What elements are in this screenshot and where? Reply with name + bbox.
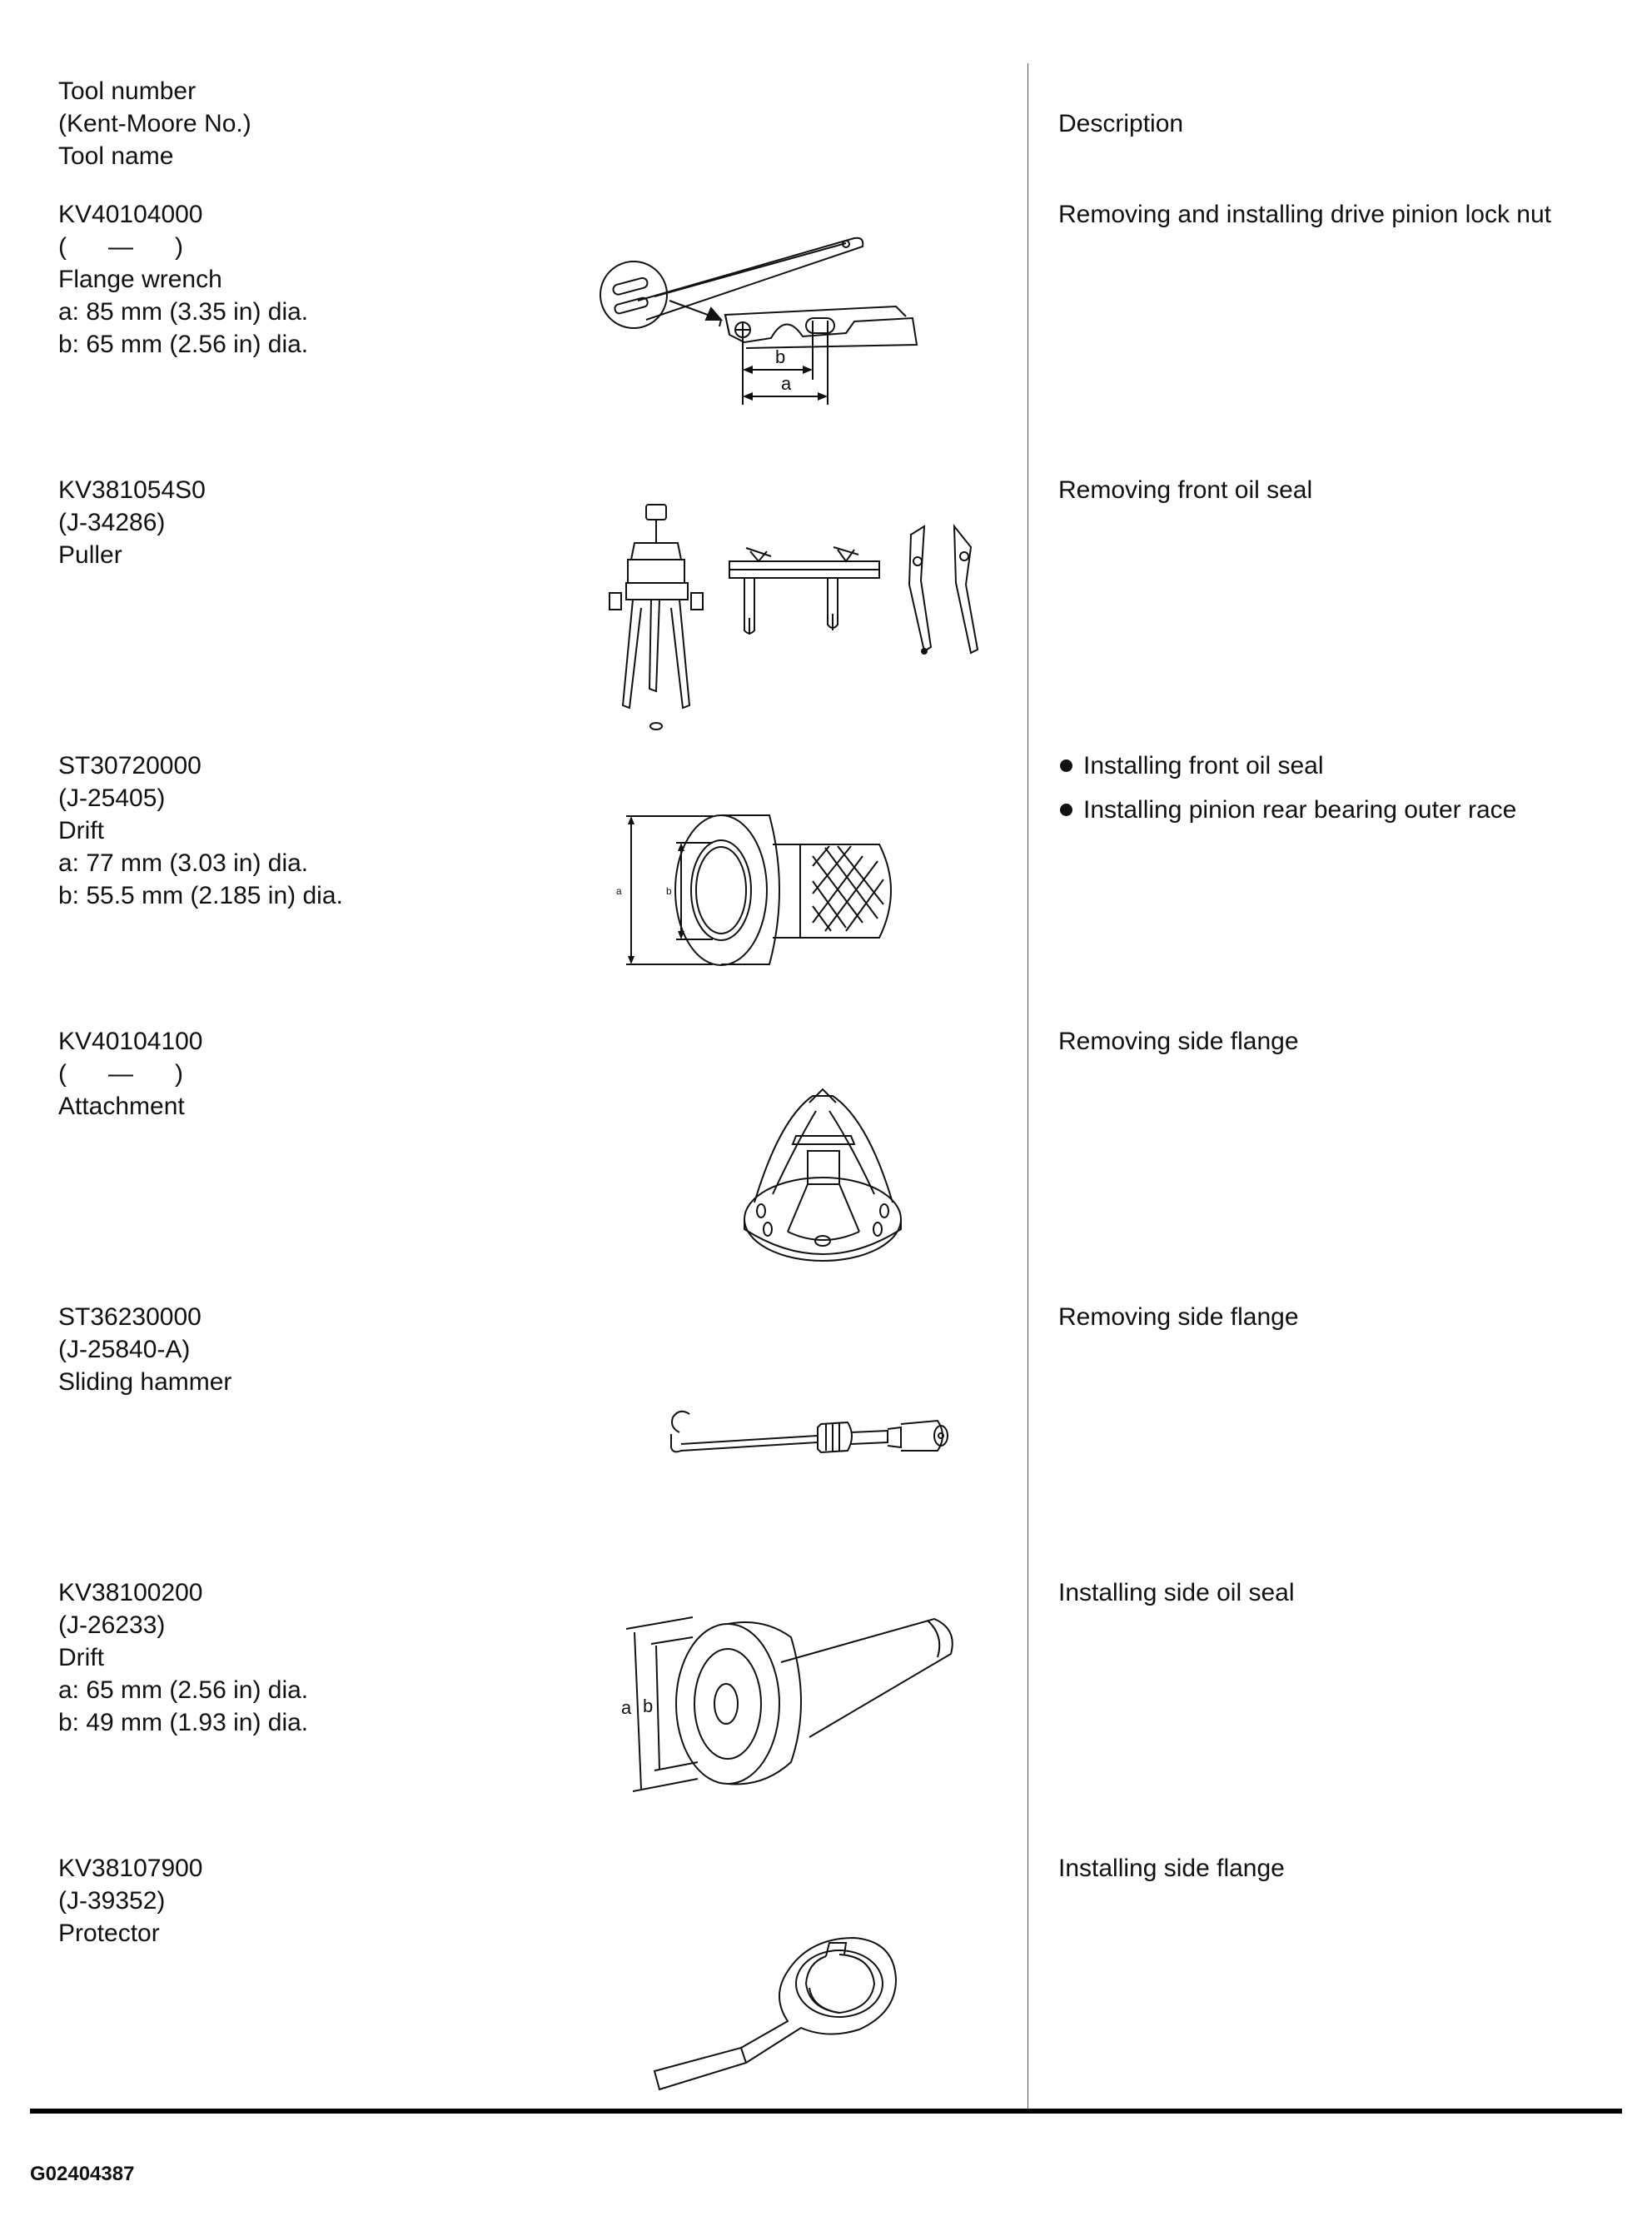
description-cell (1028, 1291, 1623, 1566)
header-line-kent-moore: (Kent-Moore No.) (58, 110, 251, 137)
tool-description: Installing side oil seal (1058, 1579, 1295, 1606)
tool-cell (30, 1566, 1028, 1842)
tool-description: Removing side flange (1058, 1303, 1299, 1331)
figure-code: G02404387 (30, 2163, 135, 2185)
tool-cell (30, 464, 1028, 740)
table-row (30, 740, 1622, 1015)
table-row (30, 1842, 1622, 2111)
description-cell (1028, 1015, 1623, 1291)
tool-description: Removing front oil seal (1058, 476, 1313, 504)
tool-cell (30, 188, 1028, 464)
tool-name: Attachment (58, 1093, 185, 1120)
dimension-label-b: b (643, 1696, 654, 1716)
description-cell (1028, 1842, 1623, 2111)
tool-name: Drift (58, 1644, 104, 1671)
tool-spec: b: 49 mm (1.93 in) dia. (58, 1709, 309, 1736)
dimension-label-a: a (616, 885, 622, 897)
tool-description: Installing side flange (1058, 1855, 1285, 1882)
table-header-row (30, 63, 1622, 188)
tool-name: Puller (58, 541, 122, 569)
tool-spec: b: 55.5 mm (2.185 in) dia. (58, 882, 343, 909)
protector-illustration (646, 1905, 946, 2096)
tool-description: Removing side flange (1058, 1028, 1299, 1055)
bullet-item: Installing front oil seal (1058, 749, 1622, 782)
tool-description: Removing and installing drive pinion lock nut (1058, 201, 1552, 228)
tool-name: Drift (58, 817, 104, 844)
description-cell (1028, 188, 1623, 464)
tool-name: Protector (58, 1920, 160, 1947)
kent-moore-number: (J-25840-A) (58, 1336, 191, 1363)
tool-number: KV38107900 (58, 1855, 203, 1882)
tool-name: Flange wrench (58, 266, 222, 293)
dimension-label-b: b (775, 346, 786, 367)
tool-spec: a: 77 mm (3.03 in) dia. (58, 849, 309, 877)
tool-number: ST36230000 (58, 1303, 202, 1331)
tool-cell (30, 1291, 1028, 1566)
dimension-label-a: a (621, 1697, 632, 1718)
dimension-label-a: a (781, 373, 792, 394)
tool-number: KV381054S0 (58, 476, 206, 504)
header-tool-column (30, 63, 1028, 188)
tools-table (30, 63, 1622, 2114)
header-description: Description (1058, 110, 1184, 137)
description-cell (1028, 464, 1623, 740)
table-row (30, 188, 1622, 464)
kent-moore-number: (J-39352) (58, 1887, 166, 1915)
tool-name: Sliding hammer (58, 1368, 232, 1396)
tool-spec: b: 65 mm (2.56 in) dia. (58, 331, 309, 358)
tool-spec: a: 65 mm (2.56 in) dia. (58, 1676, 309, 1704)
kent-moore-number: (J-26233) (58, 1611, 166, 1639)
tool-number: KV40104000 (58, 201, 203, 228)
tool-number: ST30720000 (58, 752, 202, 779)
puller-illustration (605, 501, 996, 730)
flange-wrench-illustration (596, 222, 979, 421)
table-row (30, 1015, 1622, 1291)
header-line-tool-number: Tool number (58, 77, 197, 105)
kent-moore-number: ( — ) (58, 233, 183, 261)
kent-moore-number: ( — ) (58, 1060, 183, 1088)
tool-spec: a: 85 mm (3.35 in) dia. (58, 298, 309, 326)
bullet-list (1058, 749, 1622, 826)
sliding-hammer-illustration (654, 1399, 979, 1474)
bullet-item: Installing pinion rear bearing outer race (1058, 794, 1622, 826)
header-description-column (1028, 63, 1623, 188)
table-row (30, 1566, 1622, 1842)
tool-cell (30, 1015, 1028, 1291)
attachment-illustration (729, 1086, 921, 1273)
description-cell (1028, 1566, 1623, 1842)
table-row (30, 1291, 1622, 1566)
kent-moore-number: (J-25405) (58, 784, 166, 812)
table-row (30, 464, 1622, 740)
tool-number: KV38100200 (58, 1579, 203, 1606)
drift-illustration (613, 806, 996, 998)
header-line-tool-name: Tool name (58, 142, 174, 170)
description-cell (1028, 740, 1623, 1015)
tool-number: KV40104100 (58, 1028, 203, 1055)
dimension-label-b: b (666, 885, 672, 897)
drift-2-illustration (618, 1612, 968, 1812)
tool-cell (30, 740, 1028, 1015)
kent-moore-number: (J-34286) (58, 509, 166, 536)
tool-cell (30, 1842, 1028, 2111)
